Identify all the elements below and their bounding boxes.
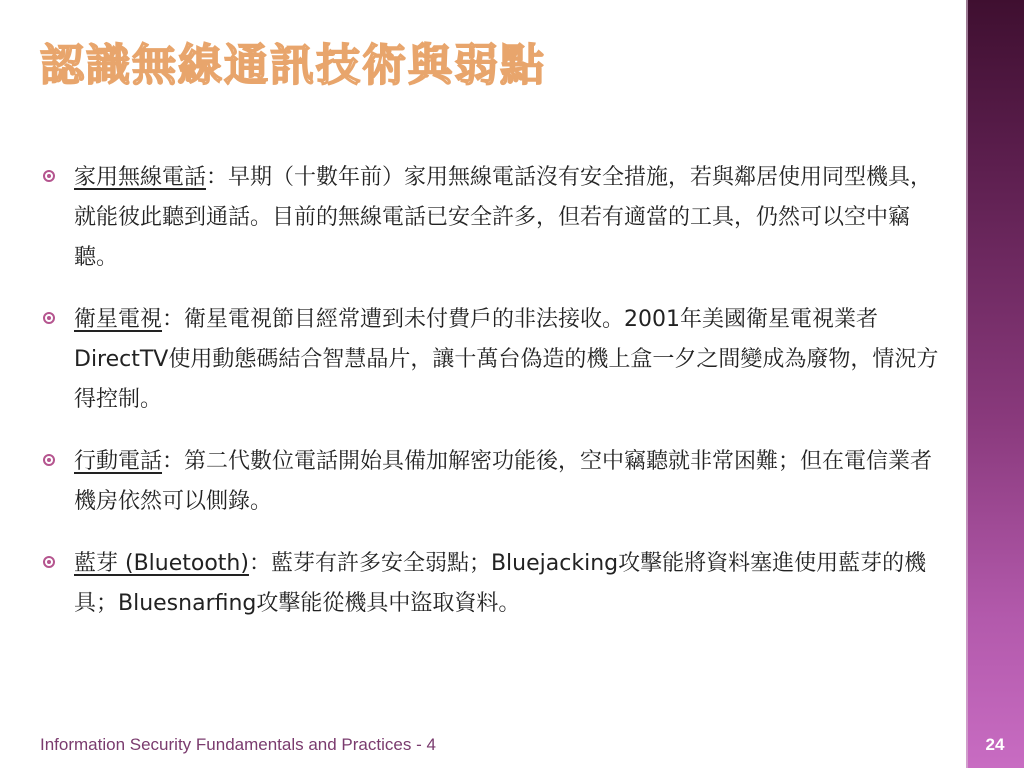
bullet-item-bluetooth (40, 544, 945, 624)
bullet-icon (43, 454, 55, 466)
slide-title: 認識無線通訊技術與弱點 (40, 40, 546, 91)
bullet-term: 衛星電視 (74, 307, 163, 332)
bullet-icon (43, 556, 55, 568)
bullet-term: 藍芽 (Bluetooth) (74, 551, 249, 576)
bullet-item-mobile-phone (40, 442, 945, 522)
bullet-text: ：藍芽有許多安全弱點；Bluejacking攻擊能將資料塞進使用藍芽的機具；Bluesnarfing攻擊能從機具中盜取資料。 (74, 551, 927, 616)
bullet-text: ：早期（十數年前）家用無線電話沒有安全措施，若與鄰居使用同型機具，就能彼此聽到通話。目前的無線電話已安全許多，但若有適當的工具，仍然可以空中竊聽。 (74, 165, 933, 270)
bullet-list (40, 158, 945, 646)
sidebar-edge (966, 0, 968, 768)
bullet-icon (43, 170, 55, 182)
footer-text: Information Security Fundamentals and Practices - 4 (40, 735, 436, 754)
bullet-icon (43, 312, 55, 324)
bullet-text: ：衛星電視節目經常遭到未付費戶的非法接收。2001年美國衛星電視業者DirectTV使用動態碼結合智慧晶片，讓十萬台偽造的機上盒一夕之間變成為廢物，情況方得控制。 (74, 307, 939, 412)
bullet-item-cordless-phone (40, 158, 945, 278)
bullet-term: 家用無線電話 (74, 165, 207, 190)
bullet-text: ：第二代數位電話開始具備加解密功能後，空中竊聽就非常困難；但在電信業者機房依然可以側錄。 (74, 449, 933, 514)
page-number: 24 (985, 735, 1005, 754)
sidebar-decoration (966, 0, 1024, 768)
bullet-item-satellite-tv (40, 300, 945, 420)
bullet-term: 行動電話 (74, 449, 163, 474)
